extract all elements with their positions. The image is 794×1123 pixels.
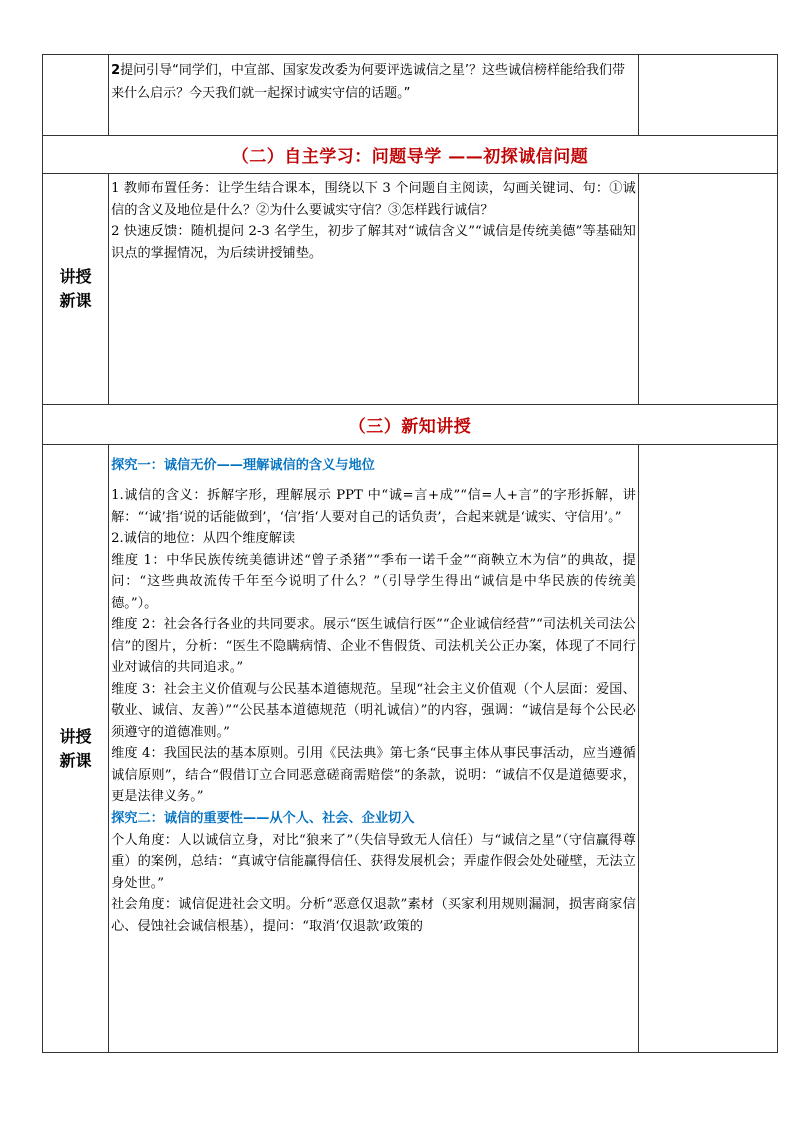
section2-title-row [43,136,778,174]
section2-paragraph: 2 快速反馈：随机提问 2-3 名学生，初步了解其对“诚信含义”“诚信是传统美德”等基础知识点的掌握情况，为后续讲授铺垫。 [111,224,636,261]
section2-label-line1: 讲授 [59,267,92,286]
intro-content-cell [109,55,639,136]
section3-paragraph: 2.诚信的地位：从四个维度解读 [111,531,296,546]
section3-paragraph: 社会角度：诚信促进社会文明。分析“恶意仅退款”素材（买家利用规则漏洞，损害商家信心、侵蚀社会诚信根基），提问：“取消‘仅退款’政策的 [111,897,636,934]
intro-number: 2 [111,63,121,78]
intro-left-cell [43,55,109,136]
section3-content-cell [109,445,639,1053]
section2-content-row [43,174,778,405]
section3-label-line1: 讲授 [59,726,92,746]
section3-paragraph: 1.诚信的含义：拆解字形，理解展示 PPT 中“诚=言+成”“信=人+言”的字形拆解，讲解：“‘诚’指‘说的话能做到’，‘信’指‘人要对自己的话负责’，合起来就是‘诚实、守信用’。” [111,488,636,525]
section2-paragraph: 1 教师布置任务：让学生结合课本，围绕以下 3 个问题自主阅读，勾画关键词、句：①诚信的含义及地位是什么？②为什么要诚实守信？③怎样践行诚信？ [111,181,636,218]
section3-paragraph: 维度 4：我国民法的基本原则。引用《民法典》第七条“民事主体从事民事活动，应当遵循诚信原则”，结合“假借订立合同恶意磋商需赔偿”的条款，说明：“诚信不仅是道德要求，更是法律义务。” [111,746,636,804]
section3-content-clip [111,449,636,1050]
section2-label-line2: 新课 [59,291,92,310]
lesson-plan-table [42,54,778,1053]
section2-content-cell [109,174,639,405]
section2-label [43,174,109,405]
section3-title-row [43,405,778,445]
intro-right-cell [638,55,777,136]
section3-paragraph: 个人角度：人以诚信立身，对比“狼来了”（失信导致无人信任）与“诚信之星”（守信赢得尊重）的案例，总结：“真诚守信能赢得信任、获得发展机会；弄虚作假会处处碰壁，无法立身处世。” [111,832,636,891]
section3-content-row [43,445,778,1053]
section3-title: （三）新知讲授 [43,405,778,445]
section3-paragraph: 维度 3：社会主义价值观与公民基本道德规范。呈现“社会主义价值观（个人层面：爱国、敬业、诚信、友善）”“公民基本道德规范（明礼诚信）”的内容，强调：“诚信是每个公民必须遵守的道德准则。” [111,681,636,740]
section3-label-line2: 新课 [59,750,92,770]
section2-title: （二）自主学习：问题导学 ——初探诚信问题 [43,136,778,174]
intro-row [43,55,778,136]
explore-heading-2: 探究二：诚信的重要性——从个人、社会、企业切入 [111,810,415,826]
explore-heading-1: 探究一：诚信无价——理解诚信的含义与地位 [111,458,375,473]
section3-paragraph: 维度 2：社会各行各业的共同要求。展示“医生诚信行医”“企业诚信经营”“司法机关司法公信”的图片，分析：“医生不隐瞒病情、企业不售假货、司法机关公正办案，体现了不同行业对诚信的共同追求。” [111,617,636,675]
section3-right-cell [638,445,777,1053]
intro-text: 提问引导“同学们，中宣部、国家发改委为何要评选诚信之星’？这些诚信榜样能给我们带来什么启示？今天我们就一起探讨诚实守信的话题。” [111,63,625,101]
section2-right-cell [638,174,777,405]
section3-paragraph: 维度 1：中华民族传统美德讲述“曾子杀猪”“季布一诺千金”“商鞅立木为信”的典故，提问：“这些典故流传千年至今说明了什么？”（引导学生得出“诚信是中华民族的传统美德。”）。 [111,552,636,611]
section3-label [43,445,109,1053]
